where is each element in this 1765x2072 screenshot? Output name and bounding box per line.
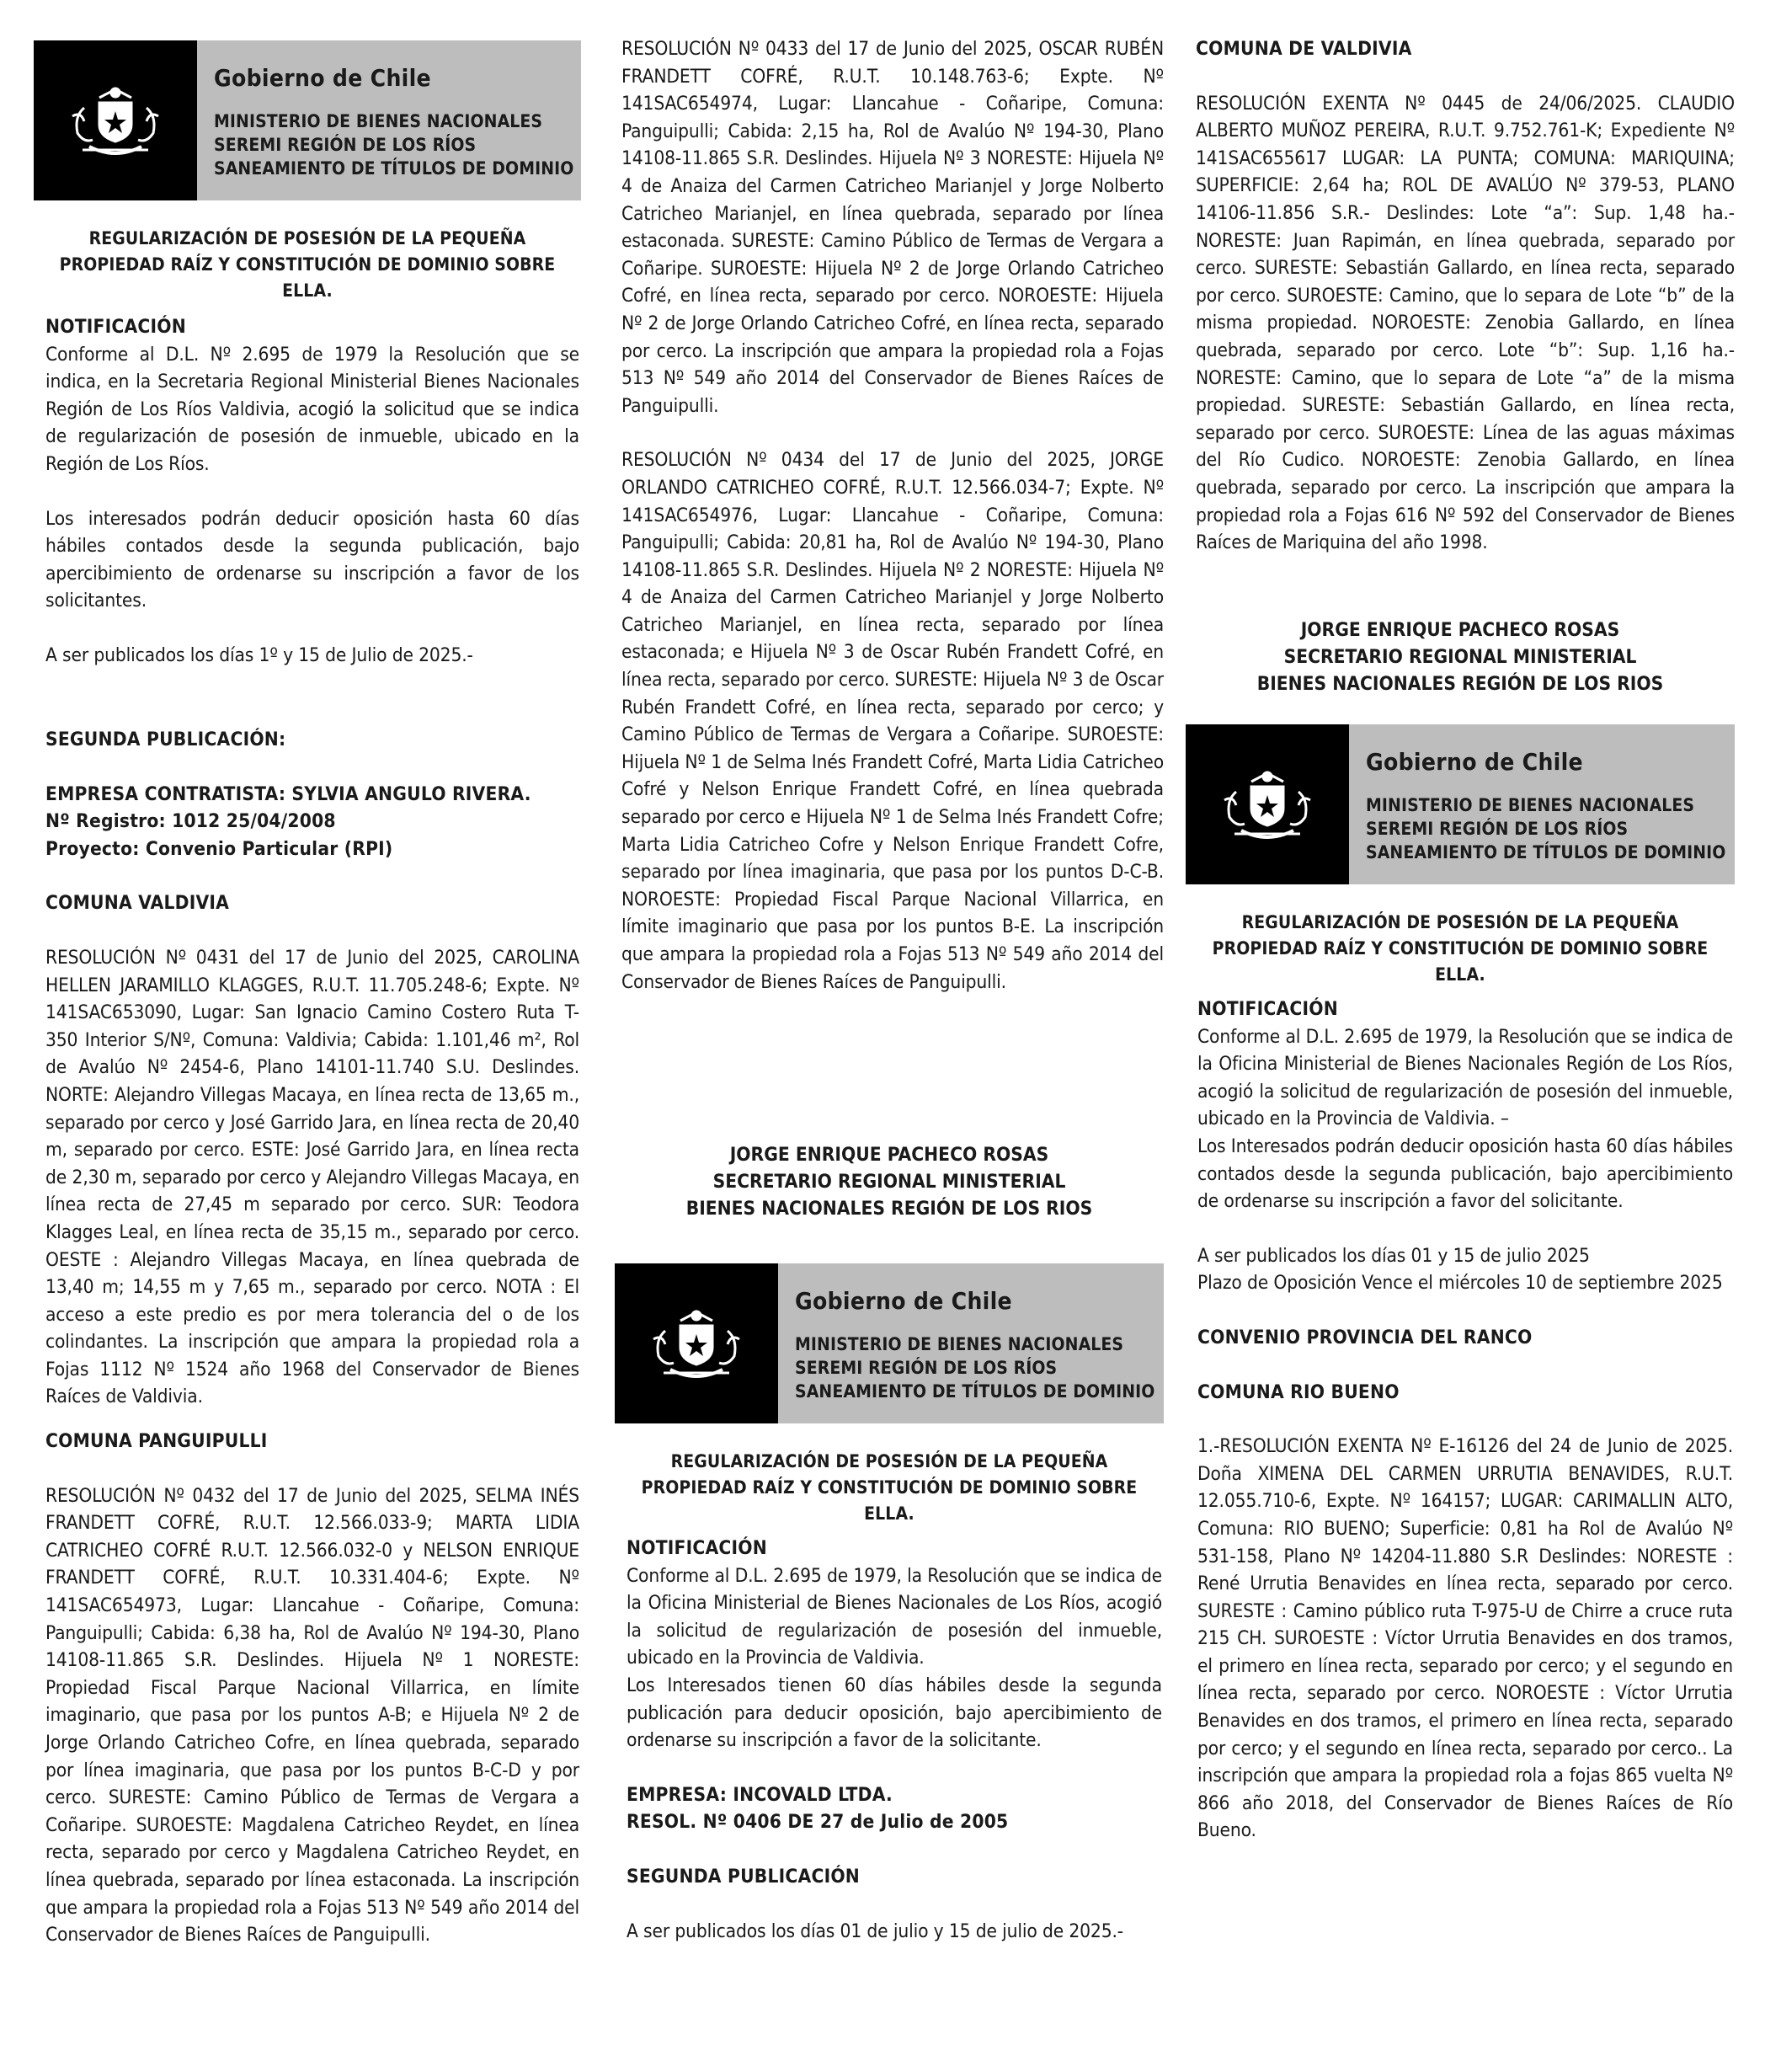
subtitle-line-1: REGULARIZACIÓN DE POSESIÓN DE LA PEQUEÑA [670, 1451, 1108, 1471]
resolucion-0445: RESOLUCIÓN EXENTA Nº 0445 de 24/06/2025. CLAUDIO ALBERTO MUÑOZ PEREIRA, R.U.T. 9.752.761-K; Expediente Nº 141SAC655617 LUGAR: LA PUNTA; COMUNA: MARIQUINA; SUPERFICIE: 2,64 ha; ROL DE AVALÚO Nº 379-53, PLANO 14106-11.856 S.R.- Deslindes: Lote “a”: Sup. 1,48 ha.- NORESTE: Juan Rapimán, en línea quebrada, separado por cerco. SURESTE: Sebastián Gallardo, en línea recta, separado por cerco. SUROESTE: Camino, que lo separa de Lote “b” de la misma propiedad. NOROESTE: Zenobia Gallardo, en línea quebrada, separado por cerco. Lote “b”: Sup. 1,16 ha.- NORESTE: Camino, que lo separa de Lote “a” de la misma propiedad. SURESTE: Sebastián Gallardo, en línea recta, separado por cerco. SUROESTE: Línea de las aguas máximas del Río Cudico. NOROESTE: Zenobia Gallardo, en línea quebrada, separado por cerco. La inscripción que ampara la propiedad rola a Fojas 616 Nº 592 del Conservador de Bienes Raíces de Mariquina del año 1998. [1196, 92, 1735, 554]
notificacion-text: Conforme al D.L. Nº 2.695 de 1979 la Resolución que se indica, en la Secretaria Regional Ministerial Bienes Nacionales Región de Los Ríos Valdivia, acogió la solicitud que se indica de regularización de posesión de inmueble, ubicado en la Región de Los Ríos. [45, 343, 579, 475]
banner-title: Gobierno de Chile [795, 1287, 1012, 1315]
banner-line-1: MINISTERIO DE BIENES NACIONALES [214, 111, 543, 131]
comuna-valdivia-heading: COMUNA VALDIVIA [45, 892, 230, 915]
empresa-contratista: EMPRESA CONTRATISTA: SYLVIA ANGULO RIVERA. [45, 782, 531, 805]
comuna-de-valdivia-heading: COMUNA DE VALDIVIA [1196, 38, 1412, 60]
banner-line-3: SANEAMIENTO DE TÍTULOS DE DOMINIO [795, 1381, 1155, 1402]
publicados-text: A ser publicados los días 01 de julio y 15 de julio de 2025.- [627, 1920, 1123, 1942]
banner-line-3: SANEAMIENTO DE TÍTULOS DE DOMINIO [214, 158, 574, 179]
resolucion-0434: RESOLUCIÓN Nº 0434 del 17 de Junio del 2025, JORGE ORLANDO CATRICHEO COFRÉ, R.U.T. 12.566.034-7; Expte. Nº 141SAC654976, Lugar: Llancahue - Coñaripe, Comuna: Panguipulli; Cabida: 20,81 ha, Rol de Avalúo Nº 194-30, Plano 14108-11.865 S.R. Deslindes. Hijuela Nº 2 NORESTE: Hijuela Nº 4 de Anaiza del Carmen Catricheo Marianjel y Jorge Nolberto Catricheo Marianjel, en línea recta, separado por línea estaconada; e Hijuela Nº 3 de Oscar Rubén Frandett Cofré, en línea recta, separado por cerco. SURESTE: Hijuela Nº 3 de Oscar Rubén Frandett Cofré, en línea recta, separado por cerco; y Camino Público de Termas de Vergara a Coñaripe. SUROESTE: Hijuela Nº 1 de Selma Inés Frandett Cofré, Marta Lidia Catricheo Cofré y Nelson Enrique Frandett Cofré, en línea quebrada separado por cerco e Hijuela Nº 1 de Selma Inés Frandett Cofre; Marta Lidia Catricheo Cofre y Nelson Enrique Frandett Cofre, separado por línea imaginaria, que pasa por los puntos D-C-B. NOROESTE: Propiedad Fiscal Parque Nacional Villarrica, en límite imaginario que pasa por los puntos B-E. La inscripción que ampara la propiedad rola a Fojas 513 Nº 549 año 2014 del Conservador de Bienes Raíces de Panguipulli. [621, 449, 1164, 993]
banner-line-2: SEREMI REGIÓN DE LOS RÍOS [1366, 819, 1629, 839]
notificacion-text-2: Los Interesados tienen 60 días hábiles desde la segunda publicación para deducir oposición, bajo apercibimiento de ordenarse su inscripción a favor de la solicitante. [627, 1674, 1162, 1752]
empresa: EMPRESA: INCOVALD LTDA. [627, 1783, 893, 1806]
notificacion-text: Conforme al D.L. 2.695 de 1979, la Resolución que se indica de la Oficina Ministerial de Bienes Nacionales Región de Los Ríos, acogió la solicitud de regularización de posesión del inmueble, ubicado en la Provincia de Valdivia. – [1197, 1025, 1733, 1130]
numero-registro: Nº Registro: 1012 25/04/2008 [45, 810, 336, 833]
signature-name: JORGE ENRIQUE PACHECO ROSAS [1300, 619, 1620, 641]
banner-title: Gobierno de Chile [1366, 748, 1583, 776]
convenio-heading: CONVENIO PROVINCIA DEL RANCO [1197, 1326, 1533, 1348]
resolucion-e16126: 1.-RESOLUCIÓN EXENTA Nº E-16126 del 24 de Junio de 2025. Doña XIMENA DEL CARMEN URRUTIA BENAVIDES, R.U.T. 12.055.710-6, Expte. Nº 164157; LUGAR: CARIMALLIN ALTO, Comuna: RIO BUENO; Superficie: 0,81 ha Rol de Avalúo Nº 531-158, Plano Nº 14204-11.880 S.R Deslindes: NORESTE : René Urrutia Benavides en línea recta, separado por cerco. SURESTE : Camino público ruta T-975-U de Chirre a cruce ruta 215 CH. SUROESTE : Víctor Urrutia Benavides en dos tramos, el primero en línea recta, separado por cerco; y el segundo en línea recta, separado por cerco. NOROESTE : Víctor Urrutia Benavides en dos tramos, el primero en línea recta, separado por cerco; y el segundo en línea recta, separado por cerco.. La inscripción que ampara la propiedad rola a fojas 865 vuelta Nº 866 año 2018, del Conservador de Bienes Raíces de Río Bueno. [1197, 1435, 1733, 1842]
segunda-publicacion-heading: SEGUNDA PUBLICACIÓN: [45, 729, 286, 750]
signature-block [615, 1141, 1164, 1222]
signature-office: BIENES NACIONALES REGIÓN DE LOS RIOS [685, 1198, 1093, 1220]
gobierno-banner [34, 40, 581, 200]
notificacion-heading: NOTIFICACIÓN [45, 316, 186, 338]
subtitle-line-1: REGULARIZACIÓN DE POSESIÓN DE LA PEQUEÑA [1241, 912, 1679, 932]
publicados-text: A ser publicados los días 1º y 15 de Julio de 2025.- [45, 643, 473, 666]
segunda-publicacion-heading: SEGUNDA PUBLICACIÓN [627, 1865, 861, 1888]
resolucion-0432: RESOLUCIÓN Nº 0432 del 17 de Junio del 2025, SELMA INÉS FRANDETT COFRÉ, R.U.T. 12.566.033-9; MARTA LIDIA CATRICHEO COFRÉ R.U.T. 12.566.032-0 y NELSON ENRIQUE FRANDETT COFRÉ, R.U.T. 10.331.404-6; Expte. Nº 141SAC654973, Lugar: Llancahue - Coñaripe, Comuna: Panguipulli; Cabida: 6,38 ha, Rol de Avalúo Nº 194-30, Plano 14108-11.865 S.R. Deslindes. Hijuela Nº 1 NORESTE: Propiedad Fiscal Parque Nacional Villarrica, en límite imaginario, que pasa por los puntos A-B; e Hijuela Nº 2 de Jorge Orlando Catricheo Cofre, en línea quebrada, separado por línea imaginaria, que pasa por los puntos B-C-D y por cerco. SURESTE: Camino Público de Termas de Vergara a Coñaripe. SUROESTE: Magdalena Catricheo Reydet, en línea recta, separado por cerco y Magdalena Catricheo Reydet, en línea quebrada, separado por línea estaconada. La inscripción que ampara la propiedad rola a Fojas 513 Nº 549 año 2014 del Conservador de Bienes Raíces de Panguipulli. [45, 1484, 579, 1947]
subtitle-line-2: PROPIEDAD RAÍZ Y CONSTITUCIÓN DE DOMINIO SOBRE ELLA. [59, 254, 556, 301]
subtitle-line-1: REGULARIZACIÓN DE POSESIÓN DE LA PEQUEÑA [88, 228, 526, 248]
signature-title: SECRETARIO REGIONAL MINISTERIAL [712, 1171, 1066, 1193]
oposicion-text: Los interesados podrán deducir oposición hasta 60 días hábiles contados desde la segunda publicación, bajo apercibimiento de ordenarse su inscripción a favor de los solicitantes. [45, 507, 579, 612]
resolucion-empresa: RESOL. Nº 0406 DE 27 de Julio de 2005 [627, 1811, 1009, 1834]
comuna-panguipulli-heading: COMUNA PANGUIPULLI [45, 1430, 268, 1453]
signature-title: SECRETARIO REGIONAL MINISTERIAL [1283, 646, 1637, 668]
coat-of-arms-icon [66, 83, 165, 160]
notificacion-heading: NOTIFICACIÓN [1197, 998, 1338, 1020]
banner-black-panel [615, 1263, 778, 1423]
banner-black-panel [34, 40, 197, 200]
comuna-rio-bueno-heading: COMUNA RIO BUENO [1197, 1380, 1400, 1403]
notificacion-heading: NOTIFICACIÓN [627, 1537, 767, 1559]
gobierno-banner [1186, 724, 1735, 884]
gobierno-banner [615, 1263, 1164, 1423]
signature-block [1186, 617, 1735, 697]
banner-line-3: SANEAMIENTO DE TÍTULOS DE DOMINIO [1366, 842, 1726, 862]
subtitle-line-2: PROPIEDAD RAÍZ Y CONSTITUCIÓN DE DOMINIO SOBRE ELLA. [641, 1477, 1138, 1524]
banner-line-1: MINISTERIO DE BIENES NACIONALES [795, 1334, 1124, 1354]
banner-line-1: MINISTERIO DE BIENES NACIONALES [1366, 795, 1695, 815]
notificacion-text-2: Los Interesados podrán deducir oposición hasta 60 días hábiles contados desde la segunda publicación, bajo apercibimiento de ordenarse su inscripción a favor del solicitante. [1197, 1135, 1733, 1213]
banner-line-2: SEREMI REGIÓN DE LOS RÍOS [795, 1358, 1058, 1378]
banner-black-panel [1186, 724, 1349, 884]
publicados-line-1: A ser publicados los días 01 y 15 de julio 2025 [1197, 1244, 1590, 1267]
subtitle-line-2: PROPIEDAD RAÍZ Y CONSTITUCIÓN DE DOMINIO SOBRE ELLA. [1212, 938, 1709, 985]
signature-office: BIENES NACIONALES REGIÓN DE LOS RIOS [1256, 673, 1664, 695]
banner-line-2: SEREMI REGIÓN DE LOS RÍOS [214, 135, 477, 155]
resolucion-0431: RESOLUCIÓN Nº 0431 del 17 de Junio del 2025, CAROLINA HELLEN JARAMILLO KLAGGES, R.U.T. 11.705.248-6; Expte. Nº 141SAC653090, Lugar: San Ignacio Camino Costero Ruta T-350 Interior S/Nº, Comuna: Valdivia; Cabida: 1.101,46 m², Rol de Avalúo Nº 2454-6, Plano 14101-11.740 S.U. Deslindes. NORTE: Alejandro Villegas Macaya, en línea recta de 13,65 m., separado por cerco y José Garrido Jara, en línea recta de 20,40 m, separado por cerco. ESTE: José Garrido Jara, en línea recta de 2,30 m, separado por cerco y Alejandro Villegas Macaya, en línea recta de 27,45 m separado por cerco. SUR: Teodora Klagges Leal, en línea recta de 35,15 m., separado por cerco. OESTE : Alejandro Villegas Macaya, en línea quebrada de 13,40 m; 14,55 m y 7,65 m., separado por cerco. NOTA : El acceso a este predio es por mera tolerancia del o de los colindantes. La inscripción que ampara la propiedad rola a Fojas 1112 Nº 1524 año 1968 del Conservador de Bienes Raíces de Valdivia. [45, 946, 579, 1408]
resolucion-0433: RESOLUCIÓN Nº 0433 del 17 de Junio del 2025, OSCAR RUBÉN FRANDETT COFRÉ, R.U.T. 10.148.763-6; Expte. Nº 141SAC654974, Lugar: Llancahue - Coñaripe, Comuna: Panguipulli; Cabida: 2,15 ha, Rol de Avalúo Nº 194-30, Plano 14108-11.865 S.R. Deslindes. Hijuela Nº 3 NORESTE: Hijuela Nº 4 de Anaiza del Carmen Catricheo Marianjel y Jorge Nolberto Catricheo Marianjel, en línea quebrada, separado por línea estaconada. SURESTE: Camino Público de Termas de Vergara a Coñaripe. SUROESTE: Hijuela Nº 2 de Jorge Orlando Catricheo Cofré, en línea recta, separado por cerco. NOROESTE: Hijuela Nº 2 de Jorge Orlando Catricheo Cofré, en línea recta, separado por cerco. La inscripción que ampara la propiedad rola a Fojas 513 Nº 549 año 2014 del Conservador de Bienes Raíces de Panguipulli. [621, 38, 1164, 417]
plazo-oposicion: Plazo de Oposición Vence el miércoles 10 de septiembre 2025 [1197, 1272, 1723, 1295]
coat-of-arms-icon [647, 1306, 746, 1383]
coat-of-arms-icon [1218, 766, 1317, 844]
banner-title: Gobierno de Chile [214, 64, 431, 92]
signature-name: JORGE ENRIQUE PACHECO ROSAS [729, 1144, 1049, 1166]
notificacion-text: Conforme al D.L. 2.695 de 1979, la Resolución que se indica de la Oficina Ministerial de Bienes Nacionales de Los Ríos, acogió la solicitud de regularización de posesión del inmueble, ubicado en la Provincia de Valdivia. [627, 1564, 1162, 1669]
proyecto: Proyecto: Convenio Particular (RPI) [45, 837, 393, 860]
